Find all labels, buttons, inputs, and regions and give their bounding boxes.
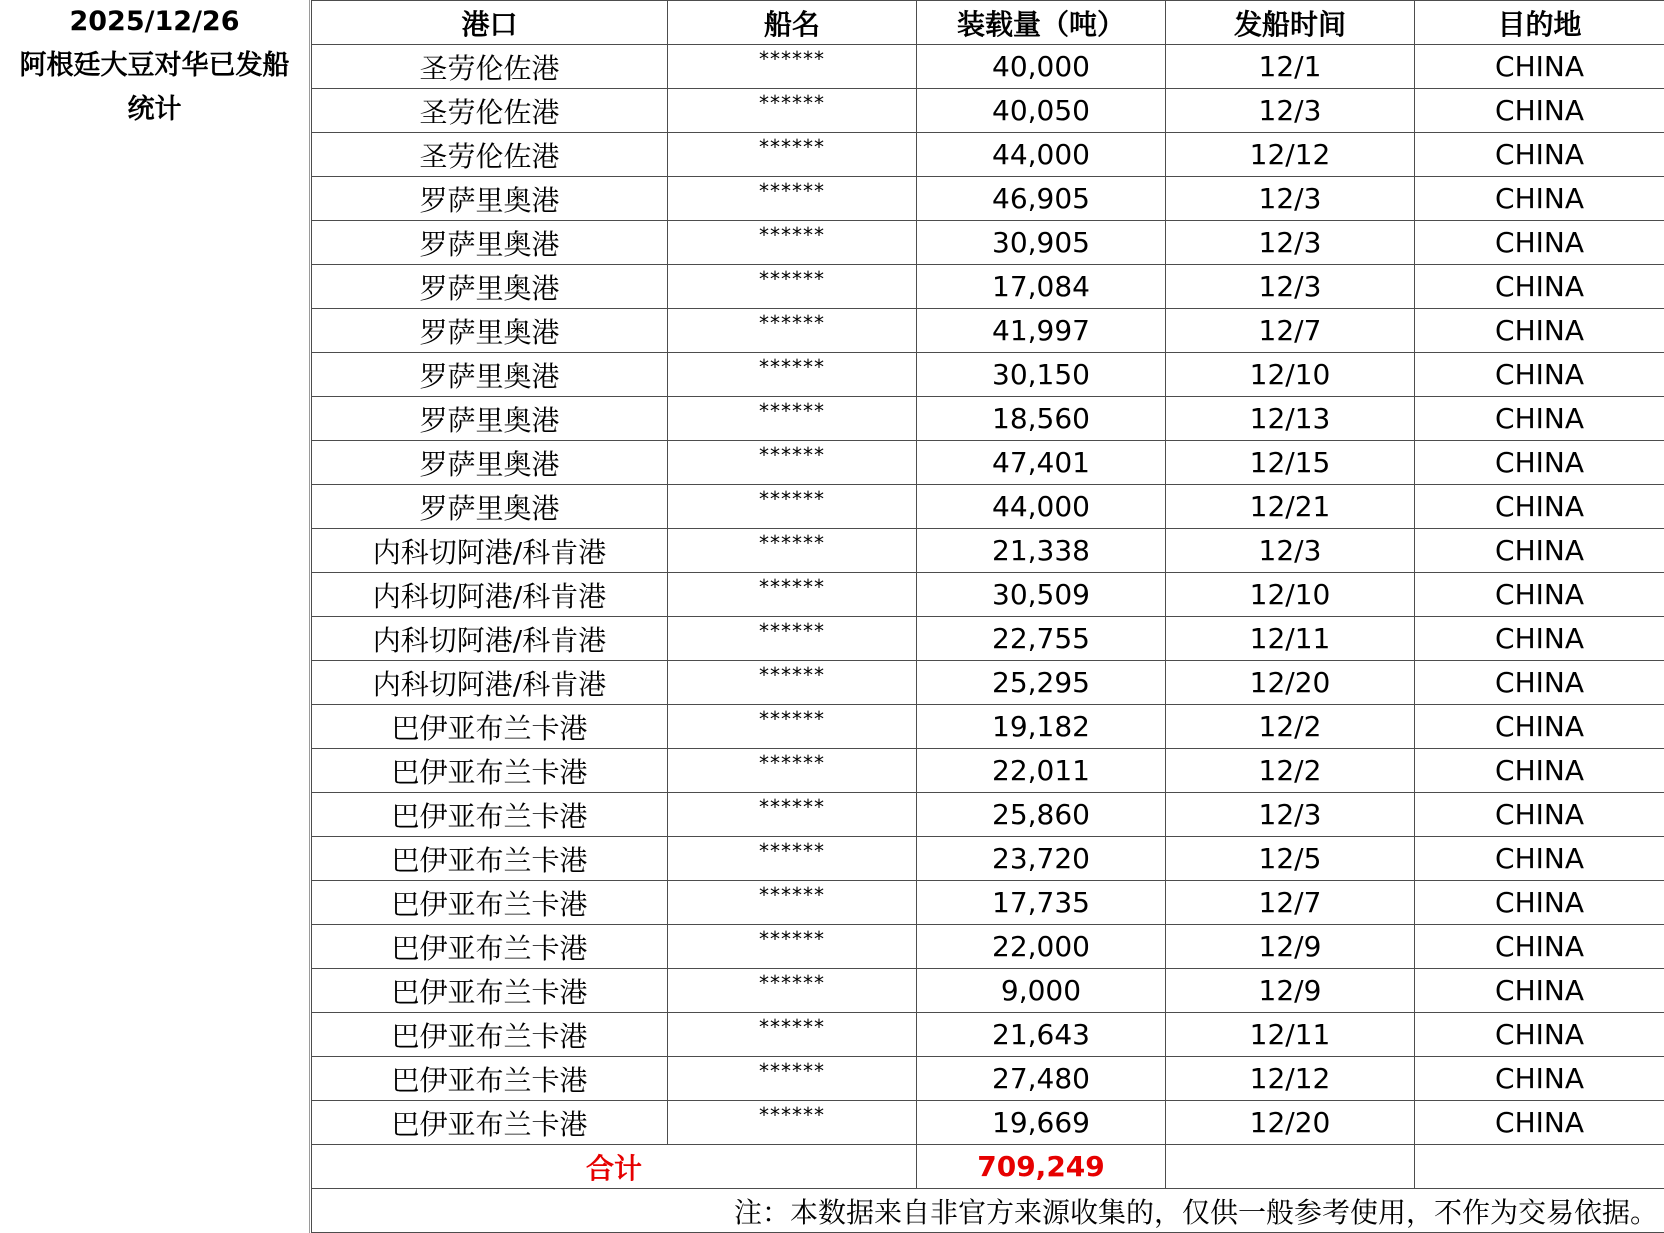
destination-cell: CHINA [1415,837,1664,881]
port-cell: 巴伊亚布兰卡港 [312,793,668,837]
load-cell: 30,905 [917,221,1166,265]
header-ship-name: 船名 [668,1,917,45]
shipment-table [311,0,1664,1233]
destination-cell: CHINA [1415,177,1664,221]
departure-date-cell: 12/15 [1166,441,1415,485]
destination-cell: CHINA [1415,1057,1664,1101]
port-cell: 罗萨里奥港 [312,441,668,485]
report-date: 2025/12/26 [69,6,240,37]
table-row [312,45,1664,89]
table-row [312,969,1664,1013]
ship-name-cell: ****** [668,529,917,573]
ship-name-cell: ****** [668,485,917,529]
port-cell: 巴伊亚布兰卡港 [312,925,668,969]
table-row [312,1057,1664,1101]
port-cell: 内科切阿港/科肯港 [312,661,668,705]
destination-cell: CHINA [1415,265,1664,309]
departure-date-cell: 12/20 [1166,1101,1415,1145]
ship-name-cell: ****** [668,749,917,793]
departure-date-cell: 12/9 [1166,925,1415,969]
departure-date-cell: 12/12 [1166,1057,1415,1101]
destination-cell: CHINA [1415,1013,1664,1057]
departure-date-cell: 12/7 [1166,881,1415,925]
report-title: 阿根廷大豆对华已发船统计 [19,50,290,125]
table-row [312,1101,1664,1145]
table-row [312,485,1664,529]
departure-date-cell: 12/3 [1166,265,1415,309]
load-cell: 41,997 [917,309,1166,353]
destination-cell: CHINA [1415,529,1664,573]
load-cell: 25,295 [917,661,1166,705]
port-cell: 巴伊亚布兰卡港 [312,881,668,925]
load-cell: 30,509 [917,573,1166,617]
destination-cell: CHINA [1415,485,1664,529]
destination-cell: CHINA [1415,793,1664,837]
destination-cell: CHINA [1415,89,1664,133]
port-cell: 巴伊亚布兰卡港 [312,705,668,749]
ship-name-cell: ****** [668,1057,917,1101]
load-cell: 27,480 [917,1057,1166,1101]
load-cell: 44,000 [917,485,1166,529]
destination-cell: CHINA [1415,705,1664,749]
table-row [312,441,1664,485]
port-cell: 罗萨里奥港 [312,397,668,441]
port-cell: 圣劳伦佐港 [312,45,668,89]
table-row [312,705,1664,749]
disclaimer-note: 注：本数据来自非官方来源收集的，仅供一般参考使用，不作为交易依据。 [312,1189,1664,1233]
table-row [312,397,1664,441]
header-destination: 目的地 [1415,1,1664,45]
port-cell: 巴伊亚布兰卡港 [312,1013,668,1057]
destination-cell: CHINA [1415,925,1664,969]
port-cell: 巴伊亚布兰卡港 [312,969,668,1013]
ship-name-cell: ****** [668,397,917,441]
header-row [312,1,1664,45]
load-cell: 47,401 [917,441,1166,485]
total-value: 709,249 [917,1145,1166,1189]
destination-cell: CHINA [1415,573,1664,617]
load-cell: 22,000 [917,925,1166,969]
load-cell: 22,755 [917,617,1166,661]
load-cell: 44,000 [917,133,1166,177]
table-row [312,177,1664,221]
ship-name-cell: ****** [668,969,917,1013]
table-row [312,749,1664,793]
departure-date-cell: 12/7 [1166,309,1415,353]
header-port: 港口 [312,1,668,45]
ship-name-cell: ****** [668,441,917,485]
table-row [312,529,1664,573]
load-cell: 40,000 [917,45,1166,89]
ship-name-cell: ****** [668,793,917,837]
departure-date-cell: 12/11 [1166,1013,1415,1057]
departure-date-cell: 12/3 [1166,793,1415,837]
load-cell: 21,338 [917,529,1166,573]
departure-date-cell: 12/1 [1166,45,1415,89]
load-cell: 22,011 [917,749,1166,793]
table-row [312,881,1664,925]
table-row [312,89,1664,133]
departure-date-cell: 12/3 [1166,529,1415,573]
load-cell: 21,643 [917,1013,1166,1057]
header-departure-date: 发船时间 [1166,1,1415,45]
port-cell: 罗萨里奥港 [312,353,668,397]
departure-date-cell: 12/2 [1166,705,1415,749]
table-row [312,661,1664,705]
load-cell: 19,182 [917,705,1166,749]
header-load: 装载量（吨） [917,1,1166,45]
ship-name-cell: ****** [668,133,917,177]
load-cell: 17,735 [917,881,1166,925]
port-cell: 巴伊亚布兰卡港 [312,749,668,793]
ship-name-cell: ****** [668,221,917,265]
destination-cell: CHINA [1415,1101,1664,1145]
ship-name-cell: ****** [668,353,917,397]
load-cell: 40,050 [917,89,1166,133]
load-cell: 30,150 [917,353,1166,397]
departure-date-cell: 12/5 [1166,837,1415,881]
departure-date-cell: 12/3 [1166,89,1415,133]
port-cell: 内科切阿港/科肯港 [312,529,668,573]
ship-name-cell: ****** [668,573,917,617]
departure-date-cell: 12/20 [1166,661,1415,705]
ship-name-cell: ****** [668,617,917,661]
table-row [312,309,1664,353]
departure-date-cell: 12/3 [1166,221,1415,265]
port-cell: 巴伊亚布兰卡港 [312,1057,668,1101]
total-row [312,1145,1664,1189]
port-cell: 巴伊亚布兰卡港 [312,1101,668,1145]
port-cell: 圣劳伦佐港 [312,89,668,133]
departure-date-cell: 12/10 [1166,353,1415,397]
departure-date-cell: 12/11 [1166,617,1415,661]
load-cell: 18,560 [917,397,1166,441]
departure-date-cell: 12/9 [1166,969,1415,1013]
total-empty-cell [1415,1145,1664,1189]
departure-date-cell: 12/3 [1166,177,1415,221]
load-cell: 17,084 [917,265,1166,309]
port-cell: 罗萨里奥港 [312,265,668,309]
load-cell: 19,669 [917,1101,1166,1145]
departure-date-cell: 12/13 [1166,397,1415,441]
table-row [312,573,1664,617]
destination-cell: CHINA [1415,881,1664,925]
destination-cell: CHINA [1415,309,1664,353]
ship-name-cell: ****** [668,925,917,969]
destination-cell: CHINA [1415,397,1664,441]
table-row [312,1013,1664,1057]
destination-cell: CHINA [1415,749,1664,793]
departure-date-cell: 12/2 [1166,749,1415,793]
departure-date-cell: 12/10 [1166,573,1415,617]
table-row [312,353,1664,397]
total-label: 合计 [312,1145,917,1189]
port-cell: 罗萨里奥港 [312,485,668,529]
port-cell: 罗萨里奥港 [312,309,668,353]
destination-cell: CHINA [1415,353,1664,397]
departure-date-cell: 12/21 [1166,485,1415,529]
ship-name-cell: ****** [668,89,917,133]
total-empty-cell [1166,1145,1415,1189]
table-row [312,265,1664,309]
departure-date-cell: 12/12 [1166,133,1415,177]
ship-name-cell: ****** [668,837,917,881]
sheet-sidebar [0,0,310,1233]
port-cell: 圣劳伦佐港 [312,133,668,177]
ship-name-cell: ****** [668,177,917,221]
ship-name-cell: ****** [668,1101,917,1145]
table-row [312,221,1664,265]
table-row [312,837,1664,881]
destination-cell: CHINA [1415,661,1664,705]
ship-name-cell: ****** [668,309,917,353]
destination-cell: CHINA [1415,133,1664,177]
destination-cell: CHINA [1415,969,1664,1013]
destination-cell: CHINA [1415,45,1664,89]
table-row [312,133,1664,177]
destination-cell: CHINA [1415,617,1664,661]
ship-name-cell: ****** [668,661,917,705]
load-cell: 46,905 [917,177,1166,221]
destination-cell: CHINA [1415,441,1664,485]
load-cell: 25,860 [917,793,1166,837]
ship-name-cell: ****** [668,1013,917,1057]
port-cell: 罗萨里奥港 [312,177,668,221]
table-row [312,617,1664,661]
port-cell: 罗萨里奥港 [312,221,668,265]
ship-name-cell: ****** [668,265,917,309]
ship-name-cell: ****** [668,881,917,925]
destination-cell: CHINA [1415,221,1664,265]
ship-name-cell: ****** [668,705,917,749]
load-cell: 23,720 [917,837,1166,881]
port-cell: 巴伊亚布兰卡港 [312,837,668,881]
ship-name-cell: ****** [668,45,917,89]
note-row [312,1189,1664,1233]
table-row [312,925,1664,969]
table-row [312,793,1664,837]
port-cell: 内科切阿港/科肯港 [312,617,668,661]
port-cell: 内科切阿港/科肯港 [312,573,668,617]
load-cell: 9,000 [917,969,1166,1013]
